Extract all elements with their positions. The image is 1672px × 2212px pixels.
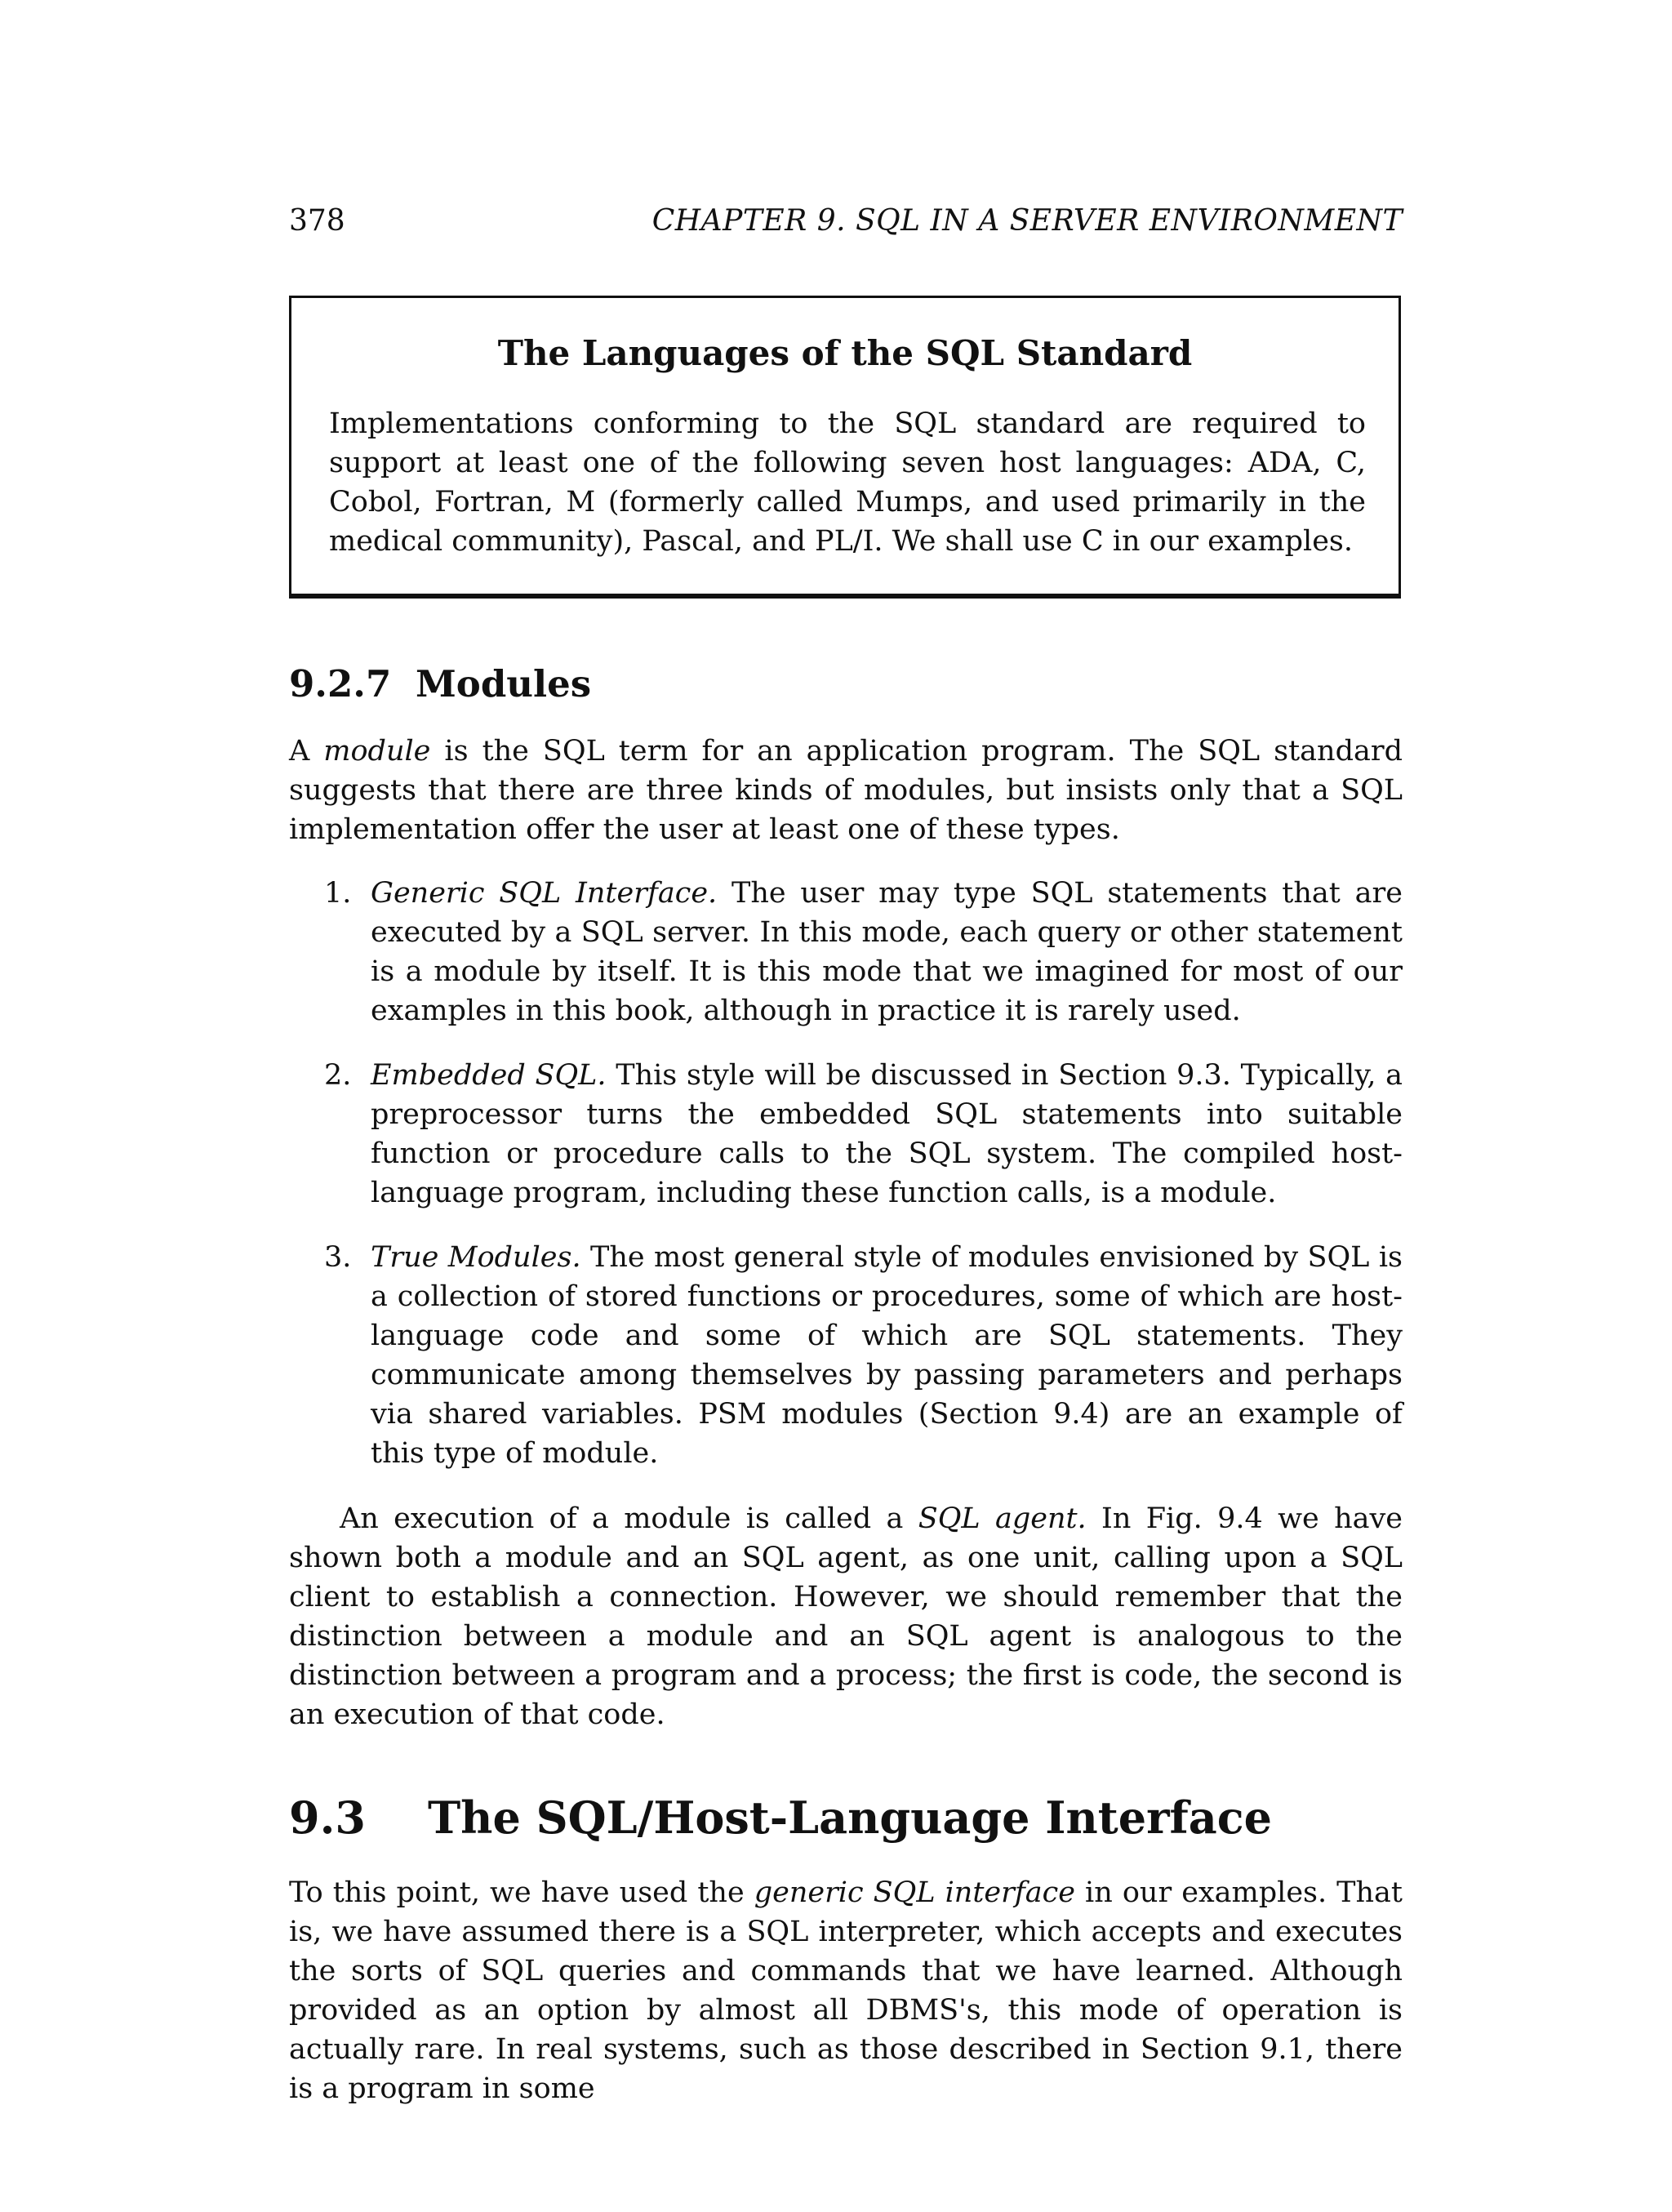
running-title: CHAPTER 9. SQL IN A SERVER ENVIRONMENT — [651, 204, 1403, 238]
section-number: 9.3 — [289, 1791, 366, 1844]
subsection-heading — [289, 662, 591, 705]
agent-rest: In Fig. 9.4 we have shown both a module and an SQL agent, as one unit, calling upon a SQL client to establish a connection. However, we should remember that the distinction between a module and an SQL agent is analogous to the distinction between a program and a process; the first is code, the second is an execution of that code. — [289, 1502, 1403, 1731]
running-header — [289, 204, 1403, 243]
subsection-title: Modules — [416, 662, 592, 705]
section-rest: in our examples. That is, we have assumed there is a SQL interpreter, which accepts and executes the sorts of SQL queries and commands that we have learned. Although provided as an option by almost all DBMS's, this mode of operation is actually rare. In real systems, such as those described in Section 9.1, there is a program in some — [289, 1876, 1403, 2105]
agent-term: SQL agent. — [918, 1502, 1087, 1535]
modules-intro-paragraph — [289, 732, 1403, 849]
list-marker: 2. — [324, 1059, 352, 1092]
agent-lead: An execution of a module is called a — [340, 1502, 918, 1535]
page-number: 378 — [289, 204, 345, 238]
list-term: True Modules. — [371, 1241, 581, 1274]
intro-term: module — [323, 735, 431, 768]
section-lead: To this point, we have used the — [289, 1876, 754, 1909]
section-title: The SQL/Host-Language Interface — [428, 1791, 1272, 1844]
section-term: generic SQL interface — [754, 1876, 1075, 1909]
list-marker: 3. — [324, 1241, 352, 1274]
list-item-generic-sql — [324, 874, 1403, 1030]
list-term: Embedded SQL. — [371, 1059, 607, 1092]
sql-agent-paragraph — [289, 1499, 1403, 1734]
list-term: Generic SQL Interface. — [371, 877, 718, 910]
list-text: The most general style of modules envisioned by SQL is a collection of stored functions or procedures, some of which are host-language code and some of which are SQL statements. They communicate among themselves by passing parameters and perhaps via shared variables. PSM modules (Section 9.4) are an example of this type of module. — [371, 1241, 1403, 1470]
intro-lead: A — [289, 735, 324, 768]
list-item-embedded-sql — [324, 1056, 1403, 1213]
section-heading — [289, 1791, 1272, 1844]
sidebar-box — [289, 296, 1401, 599]
intro-rest: is the SQL term for an application program. The SQL standard suggests that there are three kinds of modules, but insists only that a SQL implementation offer the user at least one of these types. — [289, 735, 1403, 846]
sidebar-title: The Languages of the SQL Standard — [497, 333, 1193, 373]
subsection-number: 9.2.7 — [289, 662, 392, 705]
list-item-true-modules — [324, 1238, 1403, 1473]
list-text: This style will be discussed in Section 9.3. Typically, a preprocessor turns the embedded SQL statements into suitable function or procedure calls to the SQL system. The compiled host-language program, including these function calls, is a module. — [371, 1059, 1403, 1209]
list-text: The user may type SQL statements that are executed by a SQL server. In this mode, each query or other statement is a module by itself. It is this mode that we imagined for most of our examples in this book, although in practice it is rarely used. — [371, 877, 1403, 1027]
list-marker: 1. — [324, 877, 352, 910]
section-intro-paragraph — [289, 1873, 1403, 2108]
sidebar-body: Implementations conforming to the SQL standard are required to support at least one of the following seven host languages: ADA, C, Cobol, Fortran, M (formerly called Mumps, and used primarily in the medical community), Pascal, and PL/I. We shall use C in our examples. — [329, 407, 1366, 558]
